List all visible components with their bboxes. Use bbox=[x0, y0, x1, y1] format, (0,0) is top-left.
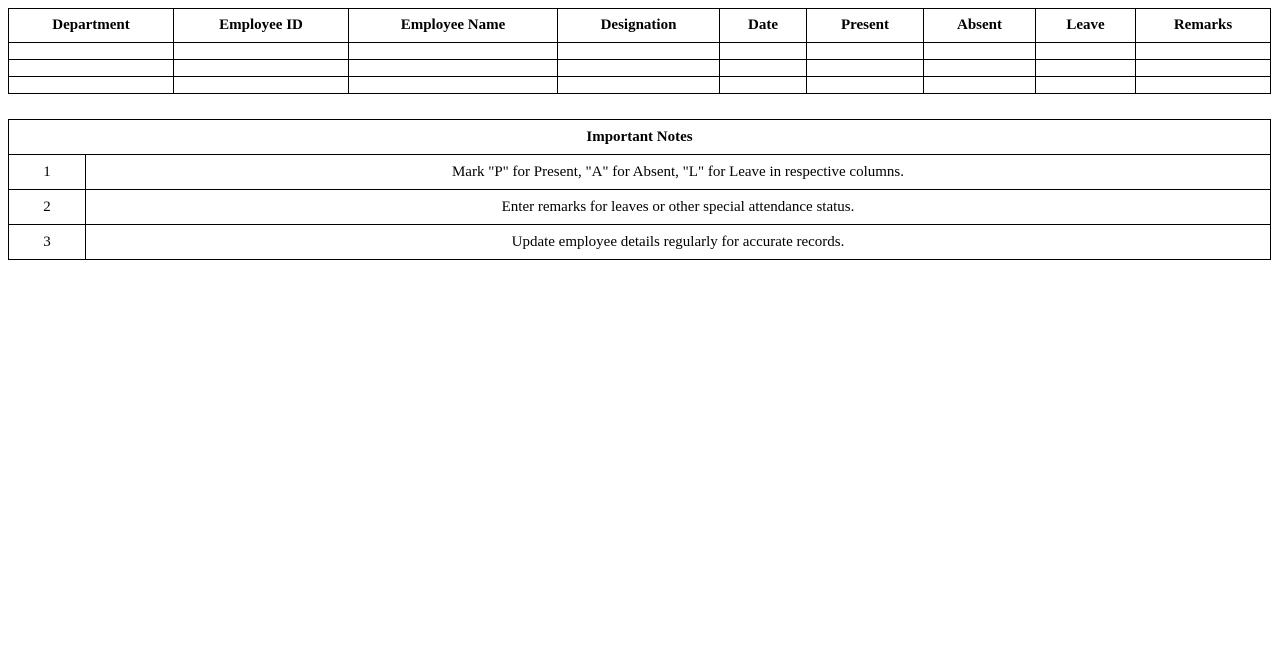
col-header-employee-id: Employee ID bbox=[174, 9, 349, 43]
cell-employee-id[interactable] bbox=[174, 60, 349, 77]
list-item bbox=[9, 225, 1271, 260]
cell-present[interactable] bbox=[807, 60, 924, 77]
cell-employee-name[interactable] bbox=[349, 43, 558, 60]
col-header-designation: Designation bbox=[558, 9, 720, 43]
note-number: 3 bbox=[9, 225, 86, 260]
cell-employee-name[interactable] bbox=[349, 60, 558, 77]
note-text: Enter remarks for leaves or other special attendance status. bbox=[86, 190, 1271, 225]
cell-employee-id[interactable] bbox=[174, 77, 349, 94]
attendance-table bbox=[8, 8, 1271, 94]
cell-leave[interactable] bbox=[1036, 60, 1136, 77]
cell-date[interactable] bbox=[720, 77, 807, 94]
col-header-present: Present bbox=[807, 9, 924, 43]
cell-absent[interactable] bbox=[924, 60, 1036, 77]
cell-designation[interactable] bbox=[558, 60, 720, 77]
note-text: Mark "P" for Present, "A" for Absent, "L" for Leave in respective columns. bbox=[86, 155, 1271, 190]
col-header-department: Department bbox=[9, 9, 174, 43]
important-notes-table bbox=[8, 119, 1271, 260]
col-header-leave: Leave bbox=[1036, 9, 1136, 43]
cell-designation[interactable] bbox=[558, 43, 720, 60]
cell-present[interactable] bbox=[807, 43, 924, 60]
cell-department[interactable] bbox=[9, 43, 174, 60]
note-number: 2 bbox=[9, 190, 86, 225]
cell-leave[interactable] bbox=[1036, 43, 1136, 60]
table-row bbox=[9, 77, 1271, 94]
cell-department[interactable] bbox=[9, 77, 174, 94]
table-row bbox=[9, 43, 1271, 60]
col-header-remarks: Remarks bbox=[1136, 9, 1271, 43]
notes-title: Important Notes bbox=[9, 120, 1271, 155]
note-text: Update employee details regularly for accurate records. bbox=[86, 225, 1271, 260]
cell-employee-id[interactable] bbox=[174, 43, 349, 60]
cell-department[interactable] bbox=[9, 60, 174, 77]
notes-header-row bbox=[9, 120, 1271, 155]
attendance-header-row bbox=[9, 9, 1271, 43]
cell-employee-name[interactable] bbox=[349, 77, 558, 94]
note-number: 1 bbox=[9, 155, 86, 190]
cell-absent[interactable] bbox=[924, 43, 1036, 60]
col-header-employee-name: Employee Name bbox=[349, 9, 558, 43]
cell-date[interactable] bbox=[720, 43, 807, 60]
cell-leave[interactable] bbox=[1036, 77, 1136, 94]
col-header-date: Date bbox=[720, 9, 807, 43]
table-row bbox=[9, 60, 1271, 77]
cell-present[interactable] bbox=[807, 77, 924, 94]
cell-remarks[interactable] bbox=[1136, 60, 1271, 77]
cell-designation[interactable] bbox=[558, 77, 720, 94]
col-header-absent: Absent bbox=[924, 9, 1036, 43]
cell-absent[interactable] bbox=[924, 77, 1036, 94]
list-item bbox=[9, 155, 1271, 190]
cell-remarks[interactable] bbox=[1136, 43, 1271, 60]
list-item bbox=[9, 190, 1271, 225]
cell-date[interactable] bbox=[720, 60, 807, 77]
cell-remarks[interactable] bbox=[1136, 77, 1271, 94]
